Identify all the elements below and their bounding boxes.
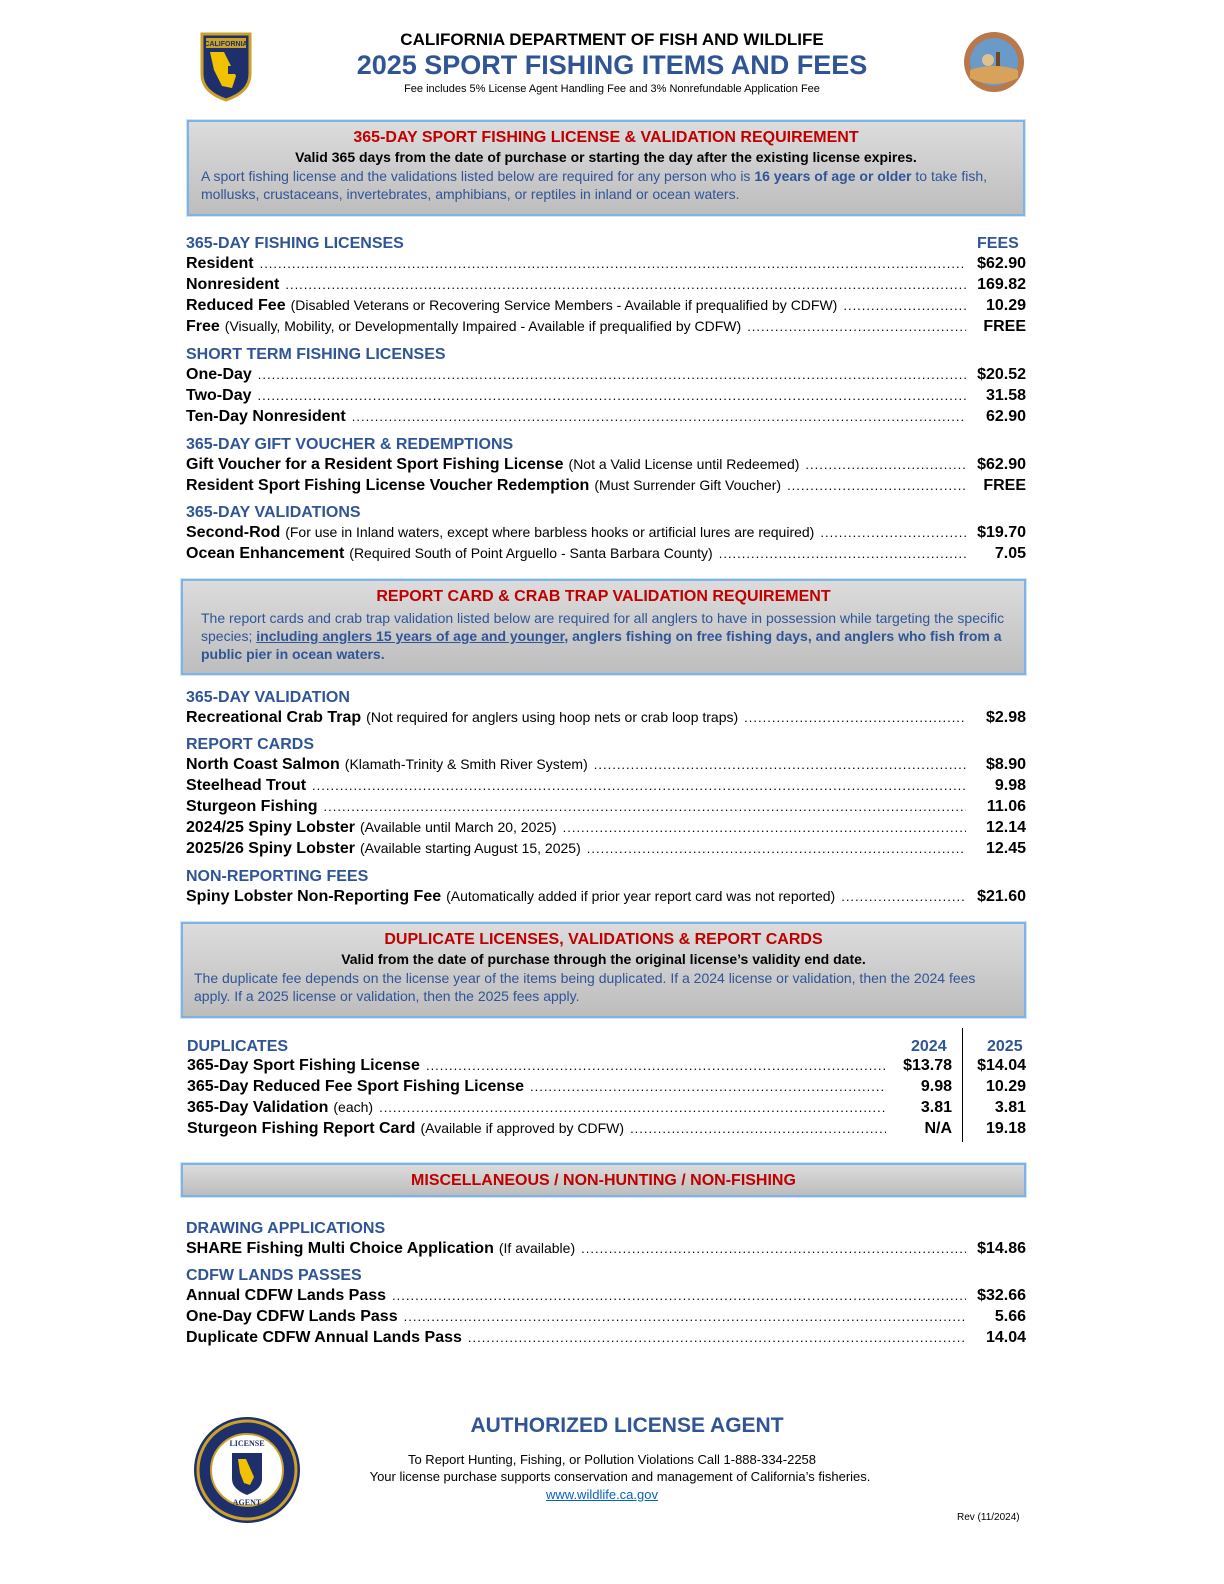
section-heading: 365-DAY GIFT VOUCHER & REDEMPTIONS (186, 436, 514, 453)
violations-line: To Report Hunting, Fishing, or Pollution Violations Call 1-888-334-2258 (407, 1452, 817, 1467)
item-note: (Available until March 20, 2025) (359, 819, 557, 835)
box-title: REPORT CARD & CRAB TRAP VALIDATION REQUIREMENT (376, 588, 831, 605)
fee-row (187, 1057, 952, 1075)
item-note: (Not required for anglers using hoop nets or crab loop traps) (366, 709, 739, 725)
seal-text-bottom: AGENT (232, 1498, 262, 1507)
box-text: to take fish, mollusks, crustaceans, invertebrates, amphibians, or reptiles in inland or ocean waters. (201, 168, 987, 202)
fee-row (186, 1287, 1026, 1305)
item-label: Recreational Crab Trap (186, 709, 362, 726)
website-link[interactable]: www.wildlife.ca.gov (546, 1487, 658, 1502)
box-emphasis: 16 years of age or older (754, 168, 912, 184)
item-price: 5.66 (994, 1308, 1026, 1325)
item-note: (For use in Inland waters, except where barbless hooks or artificial lures are required) (285, 524, 815, 540)
dot-leader (260, 256, 966, 271)
fee-row (186, 318, 1026, 336)
page-title: 2025 SPORT FISHING ITEMS AND FEES (356, 50, 868, 80)
fee-row (186, 819, 1026, 837)
dot-leader (563, 820, 966, 835)
item-price: $20.52 (977, 366, 1026, 383)
dot-leader (805, 457, 966, 472)
item-label: 2024/25 Spiny Lobster (186, 819, 355, 836)
box-emphasis: including anglers 15 years of age and younger (256, 628, 565, 644)
fee-row (187, 1120, 952, 1138)
box-title: DUPLICATE LICENSES, VALIDATIONS & REPORT CARDS (384, 931, 823, 948)
dot-leader (352, 409, 966, 424)
box-description (201, 167, 1013, 203)
item-note: (Required South of Point Arguello - Santa Barbara County) (349, 545, 713, 561)
section-heading: DRAWING APPLICATIONS (186, 1220, 386, 1237)
box-text: The report cards and crab trap validation listed below are required for all anglers to have in possession while targeting the specific species; (201, 610, 1005, 644)
item-price: 12.14 (985, 819, 1026, 836)
price-2025: $14.04 (977, 1057, 1026, 1074)
item-note: (Automatically added if prior year report card was not reported) (446, 888, 836, 904)
item-price: $21.60 (977, 888, 1026, 905)
item-note: (each) (333, 1099, 374, 1115)
price-2024: 3.81 (920, 1099, 952, 1116)
item-label: Ten-Day Nonresident (186, 408, 346, 425)
fee-row (187, 1078, 952, 1096)
dot-leader (587, 841, 966, 856)
page-subtitle: Fee includes 5% License Agent Handling Fee and 3% Nonrefundable Application Fee (404, 83, 820, 95)
dot-leader (843, 298, 966, 313)
item-price: 12.45 (985, 840, 1026, 857)
fee-row (187, 1099, 952, 1117)
item-note: (Disabled Veterans or Recovering Service Members - Available if prequalified by CDFW) (290, 297, 838, 313)
fee-row (186, 366, 1026, 384)
fee-row (186, 387, 1026, 405)
item-label: Annual CDFW Lands Pass (186, 1287, 387, 1304)
conservation-line: Your license purchase supports conservation and management of California’s fisheries. (369, 1469, 871, 1484)
price-2025: 19.18 (985, 1120, 1026, 1137)
dot-leader (324, 799, 966, 814)
box-title: MISCELLANEOUS / NON-HUNTING / NON-FISHING (411, 1172, 796, 1189)
box-description (201, 609, 1012, 663)
price-2024: $13.78 (903, 1057, 952, 1074)
dot-leader (581, 1241, 966, 1256)
fee-row (186, 477, 1026, 495)
item-label: Spiny Lobster Non-Reporting Fee (186, 888, 442, 905)
dot-leader (820, 525, 966, 540)
dot-leader (258, 367, 966, 382)
item-label: 365-Day Sport Fishing License (187, 1057, 420, 1074)
revision-label: Rev (11/2024) (957, 1512, 1020, 1523)
item-label: 2025/26 Spiny Lobster (186, 840, 355, 857)
fee-row (186, 1240, 1026, 1258)
item-price: $8.90 (985, 756, 1026, 773)
report-card-requirement-box (181, 579, 1026, 675)
section-heading: 365-DAY VALIDATION (186, 689, 350, 706)
item-price: $62.90 (977, 255, 1026, 272)
section-heading: 365-DAY VALIDATIONS (186, 504, 361, 521)
item-price: 14.04 (985, 1329, 1026, 1346)
box-description: The duplicate fee depends on the license year of the items being duplicated. If a 2024 license or validation, then the 2024 fees apply. If a 2025 license or validation, then the 2025 fees apply. (194, 970, 976, 1004)
item-note: (Available if approved by CDFW) (420, 1120, 625, 1136)
website-line (0, 1487, 1214, 1502)
item-label: 365-Day Validation (187, 1099, 329, 1116)
seal-text-top: LICENSE (229, 1439, 265, 1448)
item-price: $14.86 (977, 1240, 1026, 1257)
item-price: 7.05 (994, 545, 1026, 562)
miscellaneous-box (181, 1163, 1026, 1197)
item-price: $2.98 (985, 709, 1026, 726)
section-heading: NON-REPORTING FEES (186, 868, 369, 885)
item-note: (Must Surrender Gift Voucher) (594, 477, 782, 493)
fee-row (186, 297, 1026, 315)
section-heading: SHORT TERM FISHING LICENSES (186, 346, 446, 363)
fee-row (186, 456, 1026, 474)
dot-leader (392, 1288, 966, 1303)
box-text: , anglers fishing on free fishing days, and anglers who fish from a public pier in ocean waters. (201, 628, 1002, 662)
fee-row (186, 840, 1026, 858)
item-price: $32.66 (977, 1287, 1026, 1304)
dot-leader (285, 277, 966, 292)
column-header-2025: 2025 (987, 1038, 1023, 1055)
item-label: One-Day (186, 366, 252, 383)
fee-row (186, 524, 1026, 542)
item-note: (If available) (498, 1240, 576, 1256)
item-label: Duplicate CDFW Annual Lands Pass (186, 1329, 462, 1346)
price-2024: 9.98 (920, 1078, 952, 1095)
item-price: 31.58 (985, 387, 1026, 404)
fee-row (186, 1308, 1026, 1326)
item-label: Free (186, 318, 220, 335)
item-price: FREE (983, 477, 1026, 494)
box-subtitle: Valid from the date of purchase through the original license’s validity end date. (341, 951, 866, 967)
dot-leader (426, 1058, 886, 1073)
fees-column-header: FEES (977, 235, 1019, 252)
item-label: Second-Rod (186, 524, 281, 541)
dot-leader (379, 1100, 886, 1115)
item-note: (Klamath-Trinity & Smith River System) (344, 756, 588, 772)
item-price: FREE (983, 318, 1026, 335)
fee-row (186, 888, 1026, 906)
price-2025: 3.81 (994, 1099, 1026, 1116)
item-label: Steelhead Trout (186, 777, 307, 794)
item-label: Resident (186, 255, 254, 272)
box-subtitle: Valid 365 days from the date of purchase or starting the day after the existing license expires. (295, 149, 917, 165)
item-price: 169.82 (977, 276, 1026, 293)
dot-leader (530, 1079, 886, 1094)
fee-row (186, 545, 1026, 563)
item-label: Resident Sport Fishing License Voucher Redemption (186, 477, 590, 494)
item-label: Nonresident (186, 276, 280, 293)
column-divider (962, 1028, 963, 1142)
box-text: A sport fishing license and the validations listed below are required for any person who is (201, 168, 755, 184)
fee-row (186, 276, 1026, 294)
item-label: Gift Voucher for a Resident Sport Fishing License (186, 456, 564, 473)
dot-leader (404, 1309, 966, 1324)
column-header-2024: 2024 (911, 1038, 947, 1055)
fee-row (186, 709, 1026, 727)
dot-leader (744, 710, 966, 725)
fee-row (186, 1329, 1026, 1347)
item-price: $62.90 (977, 456, 1026, 473)
box-title: 365-DAY SPORT FISHING LICENSE & VALIDATION REQUIREMENT (353, 129, 859, 146)
item-note: (Visually, Mobility, or Developmentally Impaired - Available if prequalified by CDFW) (224, 318, 742, 334)
authorized-agent-heading: AUTHORIZED LICENSE AGENT (470, 1414, 784, 1437)
dot-leader (787, 478, 966, 493)
item-label: Sturgeon Fishing (186, 798, 318, 815)
price-2024: N/A (924, 1120, 952, 1137)
item-label: 365-Day Reduced Fee Sport Fishing License (187, 1078, 524, 1095)
item-price: 62.90 (985, 408, 1026, 425)
section-heading: REPORT CARDS (186, 736, 315, 753)
dot-leader (468, 1330, 966, 1345)
item-note: (Available starting August 15, 2025) (359, 840, 581, 856)
item-note: (Not a Valid License until Redeemed) (568, 456, 800, 472)
price-2025: 10.29 (985, 1078, 1026, 1095)
item-price: 10.29 (985, 297, 1026, 314)
item-price: 11.06 (986, 798, 1026, 815)
item-label: North Coast Salmon (186, 756, 340, 773)
license-requirement-box (187, 120, 1025, 216)
duplicates-requirement-box (181, 922, 1026, 1018)
item-price: $19.70 (977, 524, 1026, 541)
fee-row (186, 756, 1026, 774)
section-heading: CDFW LANDS PASSES (186, 1267, 362, 1284)
department-name: CALIFORNIA DEPARTMENT OF FISH AND WILDLIFE (400, 30, 824, 49)
dot-leader (719, 546, 966, 561)
item-label: SHARE Fishing Multi Choice Application (186, 1240, 494, 1257)
section-heading: DUPLICATES (187, 1038, 289, 1055)
item-label: Sturgeon Fishing Report Card (187, 1120, 416, 1137)
fee-row (186, 255, 1026, 273)
fee-row (186, 408, 1026, 426)
item-label: Two-Day (186, 387, 252, 404)
logo-text: CALIFORNIA (204, 41, 248, 48)
item-label: Ocean Enhancement (186, 545, 345, 562)
fee-row (186, 777, 1026, 795)
dot-leader (747, 319, 966, 334)
dot-leader (257, 388, 966, 403)
dot-leader (841, 889, 966, 904)
item-label: One-Day CDFW Lands Pass (186, 1308, 398, 1325)
dot-leader (594, 757, 966, 772)
fee-row (186, 798, 1026, 816)
dot-leader (312, 778, 966, 793)
item-price: 9.98 (994, 777, 1026, 794)
item-label: Reduced Fee (186, 297, 286, 314)
dot-leader (630, 1121, 886, 1136)
section-heading: 365-DAY FISHING LICENSES (186, 235, 404, 252)
